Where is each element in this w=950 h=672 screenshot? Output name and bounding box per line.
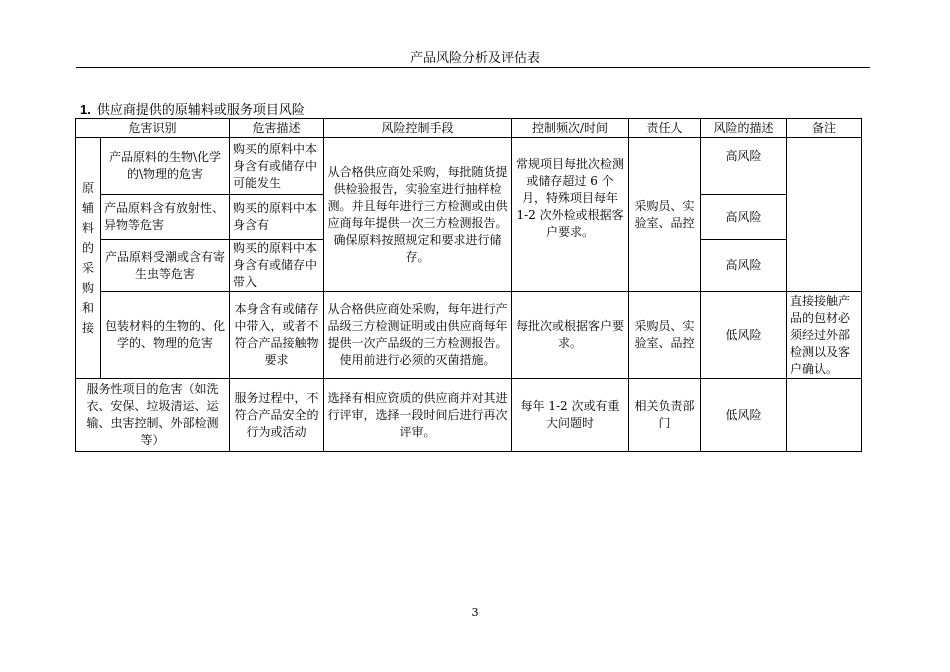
frequency-cell: 每批次或根据客户要求。 xyxy=(512,292,629,379)
control-cell: 从合格供应商处采购，每批随货提供检验报告，实验室进行抽样检测。并且每年进行三方检测或由供应商每年提供一次三方检测报告。确保原料按照规定和要求进行储存。 xyxy=(324,138,512,292)
description-cell: 购买的原料中本身含有或储存中带入 xyxy=(230,240,324,292)
owner-cell: 采购员、实验室、品控 xyxy=(629,138,701,292)
hazard-cell: 服务性项目的危害（如洗衣、安保、垃圾清运、运输、虫害控制、外部检测等） xyxy=(76,379,230,452)
control-cell: 从合格供应商处采购，每年进行产品级三方检测证明或由供应商每年提供一次产品级的三方检测报告。使用前进行必须的灭菌措施。 xyxy=(324,292,512,379)
owner-cell: 采购员、实验室、品控 xyxy=(629,292,701,379)
hazard-cell: 产品原料的生物\化学的\物理的危害 xyxy=(101,138,230,195)
control-cell: 选择有相应资质的供应商并对其进行评审，选择一段时间后进行再次评审。 xyxy=(324,379,512,452)
remark-cell: 直接接触产品的包材必须经过外部检测以及客户确认。 xyxy=(787,292,862,379)
col-header-remark: 备注 xyxy=(787,119,862,138)
risk-level-cell: 低风险 xyxy=(701,292,787,379)
risk-table xyxy=(75,118,862,452)
hazard-cell: 产品原料受潮或含有寄生虫等危害 xyxy=(101,240,230,292)
col-header-control: 风险控制手段 xyxy=(324,119,512,138)
page-header-title: 产品风险分析及评估表 xyxy=(409,51,540,66)
col-header-hazard: 危害识别 xyxy=(76,119,230,138)
group-label-cell xyxy=(76,138,101,379)
section-title: 供应商提供的原辅料或服务项目风险 xyxy=(96,103,305,118)
col-header-frequency: 控制频次/时间 xyxy=(512,119,629,138)
owner-cell: 相关负责部门 xyxy=(629,379,701,452)
risk-level-cell: 高风险 xyxy=(701,138,787,195)
section-number: 1. xyxy=(80,102,91,117)
page-number: 3 xyxy=(471,606,479,619)
description-cell: 本身含有或储存中带入，或者不符合产品接触物要求 xyxy=(230,292,324,379)
header-rule xyxy=(76,67,870,68)
col-header-description: 危害描述 xyxy=(230,119,324,138)
frequency-cell: 常规项目每批次检测或储存超过 6 个月，特殊项目每年 1-2 次外检或根据客户要求。 xyxy=(512,138,629,292)
risk-level-cell: 高风险 xyxy=(701,195,787,240)
hazard-cell: 包装材料的生物的、化学的、物理的危害 xyxy=(101,292,230,379)
col-header-owner: 责任人 xyxy=(629,119,701,138)
description-cell: 服务过程中，不符合产品安全的行为或活动 xyxy=(230,379,324,452)
remark-cell xyxy=(787,379,862,452)
hazard-cell: 产品原料含有放射性、异物等危害 xyxy=(101,195,230,240)
group-label: 原辅料的采购和接 xyxy=(81,181,94,335)
description-cell: 购买的原料中本身含有或储存中可能发生 xyxy=(230,138,324,195)
remark-cell xyxy=(787,138,862,292)
table-row xyxy=(76,379,862,452)
frequency-cell: 每年 1-2 次或有重大问题时 xyxy=(512,379,629,452)
table-row xyxy=(76,138,862,195)
col-header-risk-level: 风险的描述 xyxy=(701,119,787,138)
risk-level-cell: 高风险 xyxy=(701,240,787,292)
table-row xyxy=(76,292,862,379)
section-heading xyxy=(80,99,305,118)
risk-level-cell: 低风险 xyxy=(701,379,787,452)
table-header-row xyxy=(76,119,862,138)
description-cell: 购买的原料中本身含有 xyxy=(230,195,324,240)
